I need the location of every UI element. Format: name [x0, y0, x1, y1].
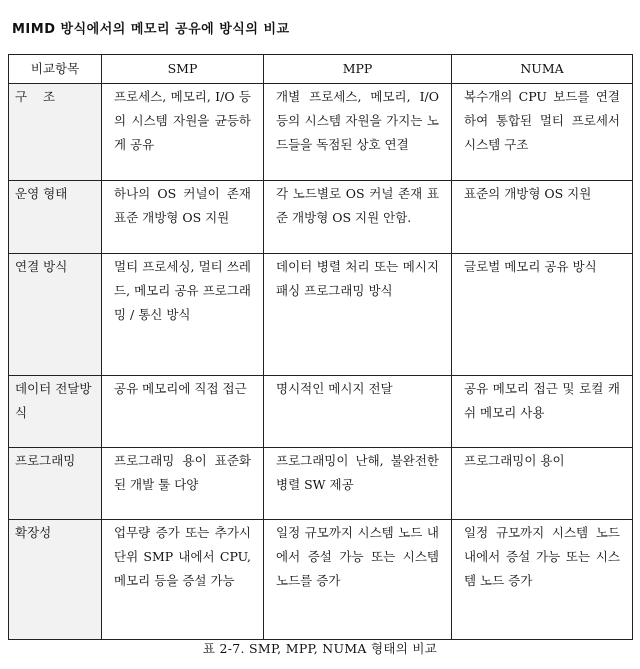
table-row [9, 181, 633, 254]
cell-mpp: 프로그래밍이 난해, 불완전한 병렬 SW 제공 [264, 448, 452, 520]
cell-numa: 공유 메모리 접근 및 로컬 캐쉬 메모리 사용 [452, 376, 633, 448]
row-label: 프로그래밍 [9, 448, 102, 520]
cell-mpp: 데이터 병렬 처리 또는 메시지 패싱 프로그래밍 방식 [264, 254, 452, 376]
row-label: 운영 형태 [9, 181, 102, 254]
cell-mpp: 명시적인 메시지 전달 [264, 376, 452, 448]
cell-numa: 글로벌 메모리 공유 방식 [452, 254, 633, 376]
cell-mpp: 개별 프로세스, 메모리, I/O 등의 시스템 자원을 가지는 노드들을 독점된 상호 연결 [264, 84, 452, 181]
comparison-table [8, 54, 633, 640]
cell-smp: 하나의 OS 커널이 존재 표준 개방형 OS 지원 [102, 181, 264, 254]
table-caption: 표 2-7. SMP, MPP, NUMA 형태의 비교 [202, 641, 438, 656]
row-label: 연결 방식 [9, 254, 102, 376]
header-criteria: 비교항목 [9, 55, 102, 84]
cell-numa: 일정 규모까지 시스템 노드 내에서 증설 가능 또는 시스템 노드 증가 [452, 520, 633, 640]
cell-smp: 공유 메모리에 직접 접근 [102, 376, 264, 448]
cell-smp: 프로세스, 메모리, I/O 등의 시스템 자원을 균등하게 공유 [102, 84, 264, 181]
cell-mpp: 일정 규모까지 시스템 노드 내에서 증설 가능 또는 시스템 노드를 증가 [264, 520, 452, 640]
cell-smp: 업무량 증가 또는 추가시 단위 SMP 내에서 CPU, 메모리 등을 증설 가능 [102, 520, 264, 640]
header-numa: NUMA [452, 55, 633, 84]
cell-numa: 프로그래밍이 용이 [452, 448, 633, 520]
header-mpp: MPP [264, 55, 452, 84]
row-label: 데이터 전달방식 [9, 376, 102, 448]
table-header-row [9, 55, 633, 84]
table-row [9, 376, 633, 448]
cell-smp: 멀티 프로세싱, 멀티 쓰레드, 메모리 공유 프로그래밍 / 통신 방식 [102, 254, 264, 376]
row-label: 확장성 [9, 520, 102, 640]
table-row [9, 254, 633, 376]
cell-numa: 표준의 개방형 OS 지원 [452, 181, 633, 254]
table-row [9, 84, 633, 181]
cell-smp: 프로그래밍 용이 표준화된 개발 툴 다양 [102, 448, 264, 520]
cell-mpp: 각 노드별로 OS 커널 존재 표준 개방형 OS 지원 안함. [264, 181, 452, 254]
row-label: 구 조 [9, 84, 102, 181]
table-row [9, 520, 633, 640]
table-row [9, 448, 633, 520]
document-title: MIMD 방식에서의 메모리 공유에 방식의 비교 [12, 22, 290, 37]
cell-numa: 복수개의 CPU 보드를 연결하여 통합된 멀티 프로세서 시스템 구조 [452, 84, 633, 181]
header-smp: SMP [102, 55, 264, 84]
